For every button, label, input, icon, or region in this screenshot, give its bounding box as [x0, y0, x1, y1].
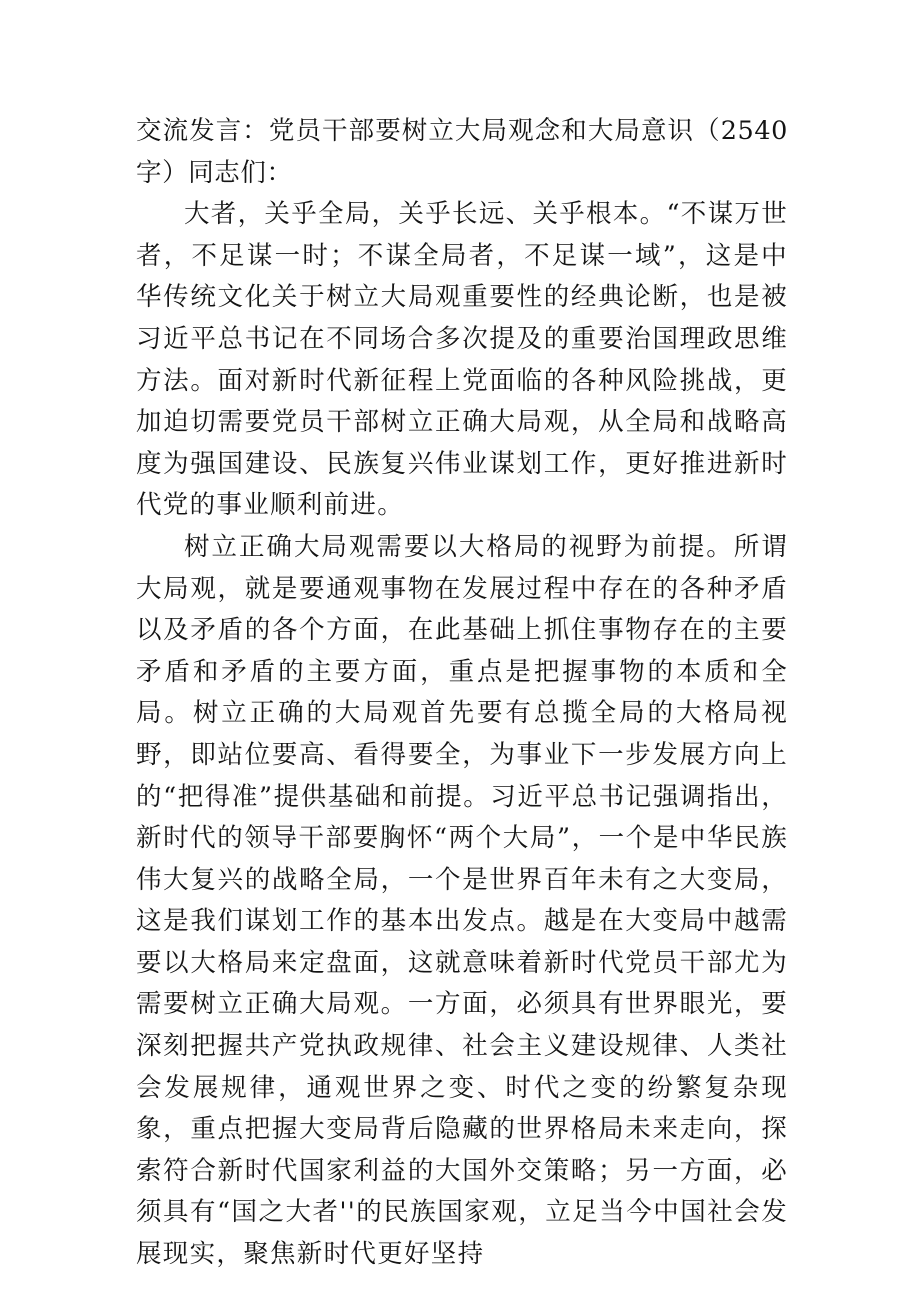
document-body — [136, 111, 788, 1276]
paragraph-big-picture-vision: 树立正确大局观需要以大格局的视野为前提。所谓大局观，就是要通观事物在发展过程中存在的各种矛盾以及矛盾的各个方面，在此基础上抓住事物存在的主要矛盾和矛盾的主要方面，重点是把握事物的本质和全局。树立正确的大局观首先要有总揽全局的大格局视野，即站位要高、看得要全，为事业下一步发展方向上的“把得准”提供基础和前提。习近平总书记强调指出，新时代的领导干部要胸怀“两个大局”，一个是中华民族伟大复兴的战略全局，一个是世界百年未有之大变局，这是我们谋划工作的基本出发点。越是在大变局中越需要以大格局来定盘面，这就意味着新时代党员干部尤为需要树立正确大局观。一方面，必须具有世界眼光，要深刻把握共产党执政规律、社会主义建设规律、人类社会发展规律，通观世界之变、时代之变的纷繁复杂现象，重点把握大变局背后隐藏的世界格局未来走向，探索符合新时代国家利益的大国外交策略；另一方面，必须具有“国之大者''的民族国家观，立足当今中国社会发展现实，聚焦新时代更好坚持 — [136, 531, 788, 1270]
document-title-line: 交流发言：党员干部要树立大局观念和大局意识（2540字）同志们： — [136, 116, 788, 188]
paragraph-intro: 大者，关乎全局，关乎长远、关乎根本。“不谋万世者，不足谋一时；不谋全局者，不足谋一域”，这是中华传统文化关于树立大局观重要性的经典论断，也是被习近平总书记在不同场合多次提及的重要治国理政思维方法。面对新时代新征程上党面临的各种风险挑战，更加迫切需要党员干部树立正确大局观，从全局和战略高度为强国建设、民族复兴伟业谋划工作，更好推进新时代党的事业顺利前进。 — [136, 199, 788, 521]
